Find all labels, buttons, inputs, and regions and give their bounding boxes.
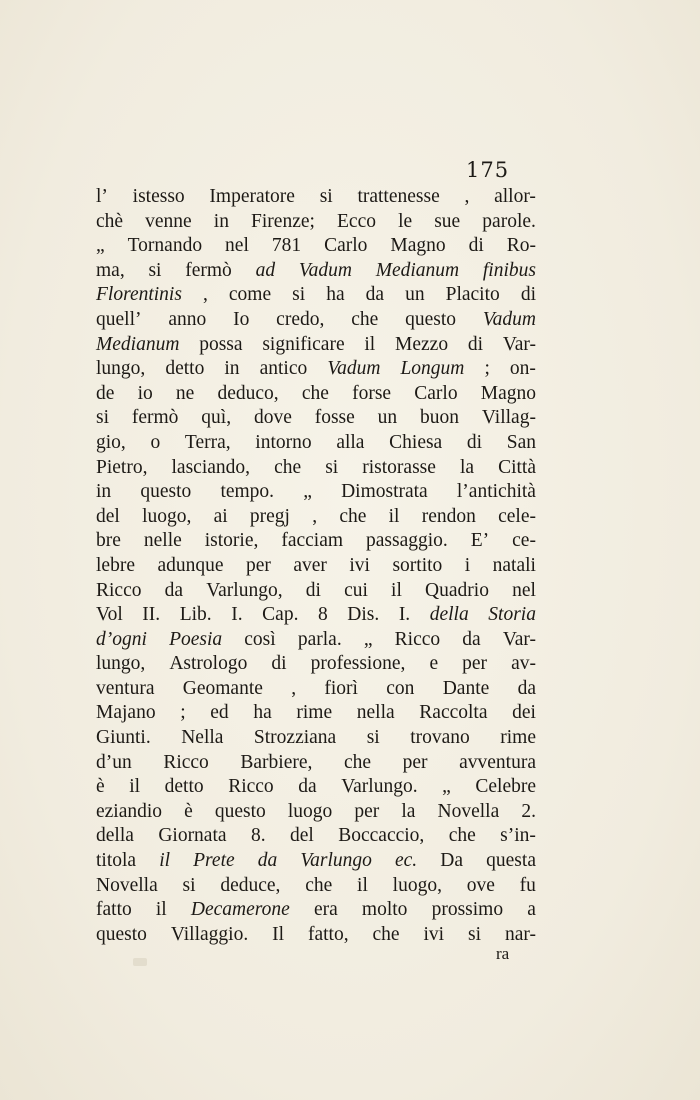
word: Raccolta: [419, 702, 488, 724]
word: Varlungo.: [341, 776, 418, 798]
word: rendon: [421, 505, 476, 527]
word: Dis.: [347, 604, 380, 626]
text-line: [96, 529, 536, 554]
word: di: [305, 579, 321, 601]
word: il: [388, 505, 400, 527]
catchword: ra: [496, 944, 510, 963]
word: Boccaccio,: [338, 825, 425, 847]
word: Villag-: [481, 407, 536, 429]
italic-word: d’ogni: [96, 628, 147, 650]
word: da: [298, 776, 317, 798]
word: ha: [253, 702, 272, 724]
word: I.: [231, 604, 243, 626]
word: istesso: [132, 186, 185, 207]
word: Novella: [437, 800, 500, 822]
word: on-: [509, 358, 536, 380]
word: quell’: [96, 308, 142, 330]
word: Ro-: [506, 235, 536, 257]
word: si: [325, 456, 339, 478]
word: questa: [486, 850, 536, 872]
word: parla.: [297, 628, 342, 650]
word: „: [303, 481, 312, 503]
text-line: [96, 775, 536, 800]
word: della: [96, 825, 134, 847]
word: Celebre: [475, 776, 536, 798]
italic-word: Medianum: [96, 333, 180, 355]
text-line: [96, 283, 536, 308]
word: Geomante: [182, 677, 263, 699]
word: „: [96, 235, 105, 257]
word: ce-: [512, 530, 536, 552]
text-line: [96, 652, 536, 677]
word: Firenze;: [251, 210, 315, 232]
word: ivi: [423, 923, 445, 945]
word: Terra,: [184, 431, 231, 453]
word: da: [517, 677, 536, 699]
text-line: [96, 677, 536, 702]
word: io: [137, 382, 153, 404]
word: Io: [233, 308, 250, 330]
italic-word: della: [429, 604, 469, 626]
word: Giunti.: [96, 727, 151, 749]
word: av-: [511, 653, 536, 675]
word: prossimo: [431, 899, 504, 921]
italic-word: Varlungo: [300, 850, 372, 872]
word: un: [377, 407, 398, 429]
word: da: [365, 284, 385, 306]
word: ,: [312, 505, 318, 527]
word: E’: [470, 530, 490, 552]
word: Ricco: [96, 579, 142, 601]
italic-word: ad: [255, 259, 276, 281]
word: del: [289, 825, 314, 847]
word: Tornando: [127, 235, 203, 257]
word: da: [164, 579, 184, 601]
word: il: [357, 874, 368, 896]
word: luogo,: [392, 874, 442, 896]
word: d’un: [96, 751, 132, 773]
word: ,: [464, 186, 470, 207]
word: ventura: [96, 677, 155, 699]
word: il: [155, 899, 167, 921]
word: in: [96, 481, 112, 503]
word: ,: [202, 284, 208, 306]
text-line: [96, 579, 536, 604]
word: questo: [96, 923, 147, 945]
word: chè: [96, 210, 124, 232]
word: ai: [213, 505, 228, 527]
word: di: [520, 284, 536, 306]
text-line: [96, 431, 536, 456]
word: molto: [361, 899, 408, 921]
text-line: [96, 849, 536, 874]
word: deduce,: [220, 874, 281, 896]
word: fiorì: [324, 677, 358, 699]
word: Dimostrata: [341, 481, 428, 503]
word: fermò: [185, 259, 232, 281]
word: in: [224, 358, 240, 380]
word: Barbiere,: [240, 751, 313, 773]
word: ha: [326, 284, 345, 306]
word: quì,: [201, 407, 232, 429]
word: dove: [253, 407, 292, 429]
text-line: [96, 308, 536, 333]
italic-word: Prete: [193, 850, 235, 872]
word: istorie,: [204, 530, 259, 552]
word: le: [398, 210, 413, 232]
word: dei: [512, 702, 536, 724]
word: nelle: [143, 530, 182, 552]
word: „: [442, 776, 451, 798]
word: Magno: [480, 382, 536, 404]
word: è: [184, 800, 193, 822]
word: facciam: [281, 530, 344, 552]
word: Astrologo: [169, 653, 248, 675]
word: San: [506, 431, 536, 453]
word: allor-: [494, 186, 536, 207]
word: forse: [352, 382, 392, 404]
word: che: [343, 751, 372, 773]
text-line: [96, 357, 536, 382]
word: che: [301, 382, 329, 404]
word: che: [339, 505, 367, 527]
word: Var-: [502, 333, 536, 355]
word: era: [313, 899, 338, 921]
word: possa: [199, 333, 243, 355]
word: un: [405, 284, 425, 306]
text-line: [96, 259, 536, 284]
text-line: [96, 333, 536, 358]
word: Ricco: [163, 751, 209, 773]
text-line: [96, 726, 536, 751]
word: a: [527, 899, 536, 921]
word: s’in-: [500, 825, 536, 847]
word: Majano: [96, 702, 156, 724]
word: si: [292, 284, 306, 306]
word: nel: [512, 579, 536, 601]
word: e: [429, 653, 439, 675]
word: Varlungo,: [206, 579, 283, 601]
word: cele-: [498, 505, 536, 527]
word: buon: [420, 407, 460, 429]
word: trattenesse: [357, 186, 440, 207]
word: Giornata: [158, 825, 227, 847]
word: nar-: [504, 923, 536, 945]
word: Carlo: [324, 235, 368, 257]
italic-word: ec.: [395, 850, 418, 872]
word: che: [372, 923, 400, 945]
word: fosse: [314, 407, 355, 429]
word: alla: [336, 431, 365, 453]
word: antico: [259, 358, 308, 380]
word: professione,: [310, 653, 406, 675]
word: adunque: [157, 554, 224, 576]
word: sortito: [392, 554, 443, 576]
word: così: [244, 628, 276, 650]
word: l’antichità: [456, 481, 536, 503]
italic-word: finibus: [482, 259, 536, 281]
word: si: [182, 874, 196, 896]
word: questo: [405, 308, 457, 330]
word: parole.: [482, 210, 536, 232]
word: ma,: [96, 259, 125, 281]
word: ,: [291, 677, 297, 699]
word: Da: [440, 850, 464, 872]
word: si: [148, 259, 162, 281]
word: la: [401, 800, 416, 822]
word: che: [448, 825, 476, 847]
word: il: [391, 579, 402, 601]
word: Nella: [181, 727, 224, 749]
word: per: [402, 751, 428, 773]
word: detto: [165, 358, 205, 380]
word: gio,: [96, 431, 126, 453]
word: ;: [180, 702, 186, 724]
word: 8: [318, 604, 328, 626]
italic-word: Poesia: [169, 628, 223, 650]
word: venne: [145, 210, 192, 232]
word: i: [464, 554, 471, 576]
italic-word: il: [159, 850, 171, 872]
word: sue: [434, 210, 461, 232]
word: detto: [164, 776, 204, 798]
word: questo: [214, 800, 266, 822]
word: credo,: [276, 308, 325, 330]
word: la: [459, 456, 475, 478]
word: Carlo: [414, 382, 458, 404]
word: si: [366, 727, 380, 749]
word: con: [386, 677, 415, 699]
text-line: [96, 406, 536, 431]
word: Pietro,: [96, 456, 148, 478]
word: in: [213, 210, 229, 232]
word: o: [150, 431, 161, 453]
word: ne: [175, 382, 195, 404]
page-number: 175: [466, 158, 510, 182]
word: si: [96, 407, 110, 429]
word: di: [271, 653, 287, 675]
word: che: [274, 456, 302, 478]
word: fu: [519, 874, 536, 896]
word: nella: [356, 702, 395, 724]
word: si: [319, 186, 333, 207]
word: del: [96, 505, 120, 527]
word: tempo.: [220, 481, 275, 503]
word: Cap.: [262, 604, 299, 626]
text-line: [96, 505, 536, 530]
word: per: [354, 800, 380, 822]
word: eziandio: [96, 800, 163, 822]
word: ed: [210, 702, 229, 724]
text-line: [96, 751, 536, 776]
word: che: [305, 874, 333, 896]
word: de: [96, 382, 115, 404]
text-line: [96, 628, 536, 653]
word: di: [466, 431, 483, 453]
word: luogo,: [142, 505, 192, 527]
word: è: [96, 776, 105, 798]
word: Città: [498, 456, 536, 478]
text-line: [96, 824, 536, 849]
text-line: [96, 701, 536, 726]
word: Il: [272, 923, 285, 945]
italic-word: Vadum: [482, 308, 536, 330]
word: come: [228, 284, 272, 306]
word: l’: [96, 186, 108, 207]
word: Var-: [502, 628, 536, 650]
italic-word: Longum: [400, 358, 465, 380]
word: il: [129, 776, 141, 798]
word: titola: [96, 850, 137, 872]
word: Villaggio.: [170, 923, 249, 945]
word: rime: [296, 702, 333, 724]
text-line: [96, 210, 536, 235]
word: di: [468, 235, 484, 257]
word: Magno: [390, 235, 446, 257]
word: ivi: [349, 554, 370, 576]
text-line: [96, 898, 536, 923]
word: Vol: [96, 604, 123, 626]
word: Quadrio: [425, 579, 489, 601]
italic-word: Medianum: [375, 259, 460, 281]
text-line: [96, 480, 536, 505]
text-line: [96, 185, 536, 210]
word: da: [462, 628, 481, 650]
word: rime: [500, 727, 536, 749]
word: lungo,: [96, 358, 146, 380]
italic-word: Vadum: [298, 259, 352, 281]
text-line: [96, 603, 536, 628]
word: lasciando,: [171, 456, 251, 478]
word: „: [363, 628, 373, 650]
word: anno: [168, 308, 207, 330]
word: ristorasse: [362, 456, 436, 478]
word: di: [467, 333, 484, 355]
word: pregj: [249, 505, 290, 527]
word: ove: [466, 874, 495, 896]
italic-word: Storia: [488, 604, 536, 626]
word: 2.: [521, 800, 536, 822]
word: trovano: [410, 727, 470, 749]
word: che: [351, 308, 379, 330]
word: ;: [484, 358, 490, 380]
text-line: [96, 800, 536, 825]
word: 781: [271, 235, 302, 257]
word: natali: [492, 554, 536, 576]
word: questo: [140, 481, 192, 503]
word: fatto,: [307, 923, 349, 945]
word: il: [364, 333, 376, 355]
word: Ricco: [394, 628, 441, 650]
word: Chiesa: [389, 431, 443, 453]
word: deduco,: [217, 382, 279, 404]
text-line: [96, 456, 536, 481]
word: per: [245, 554, 271, 576]
word: passaggio.: [366, 530, 448, 552]
text-line: [96, 382, 536, 407]
word: luogo: [287, 800, 333, 822]
italic-word: Decamerone: [190, 899, 290, 921]
word: Ricco: [228, 776, 274, 798]
word: Dante: [442, 677, 490, 699]
word: aver: [293, 554, 327, 576]
word: intorno: [255, 431, 312, 453]
word: I.: [398, 604, 411, 626]
word: Lib.: [179, 604, 212, 626]
text-line: [96, 234, 536, 259]
word: II.: [142, 604, 161, 626]
word: bre: [96, 530, 121, 552]
body-text: [96, 185, 536, 947]
word: fatto: [96, 899, 132, 921]
italic-word: Florentinis: [96, 284, 182, 306]
word: lungo,: [96, 653, 146, 675]
word: Strozziana: [253, 727, 337, 749]
word: Mezzo: [395, 333, 449, 355]
italic-word: Vadum: [327, 358, 381, 380]
word: Novella: [96, 874, 158, 896]
word: cui: [344, 579, 368, 601]
word: per: [462, 653, 488, 675]
word: Ecco: [337, 210, 376, 232]
word: si: [468, 923, 482, 945]
word: avventura: [459, 751, 536, 773]
text-line: [96, 923, 536, 948]
text-line: [96, 874, 536, 899]
word: Placito: [445, 284, 500, 306]
word: nel: [225, 235, 249, 257]
text-line: [96, 554, 536, 579]
ink-bleed-mark: [133, 958, 147, 966]
italic-word: da: [257, 850, 278, 872]
word: 8.: [250, 825, 266, 847]
word: Imperatore: [209, 186, 295, 207]
word: lebre: [96, 554, 135, 576]
word: fermò: [131, 407, 179, 429]
word: significare: [262, 333, 345, 355]
